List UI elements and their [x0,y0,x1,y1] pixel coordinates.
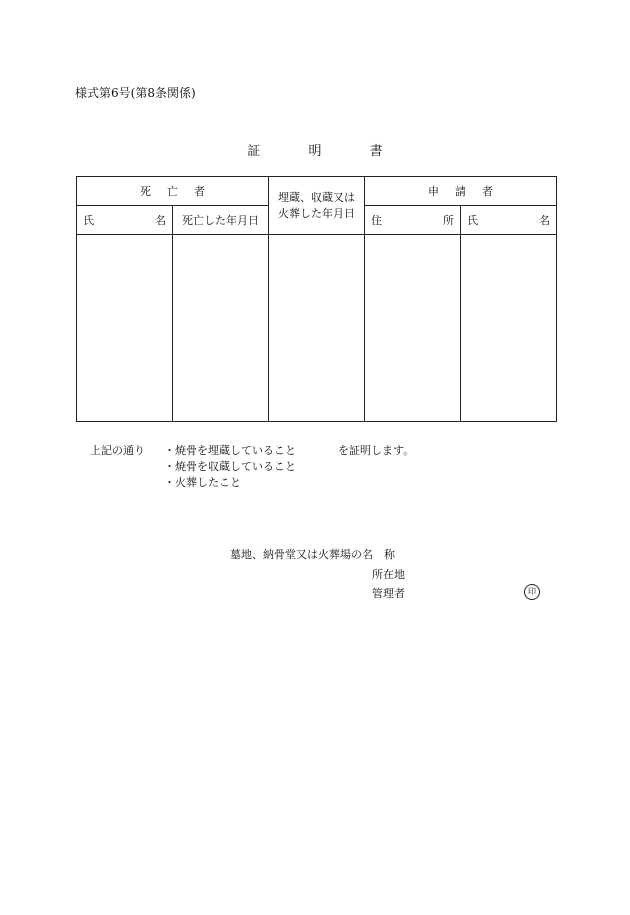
title-char: 明 [308,144,322,159]
location-label: 所在地 [372,568,405,581]
applicant-address-cell[interactable] [365,235,461,422]
manager-label: 管理者 [372,587,405,600]
facility-name-label: 墓地、納骨堂又は火葬場の名 称 [230,548,395,561]
applicant-address-header: 住 所 [365,206,461,235]
document-title [0,140,630,159]
deceased-group-header: 死 亡 者 [77,177,269,206]
title-char: 書 [369,144,383,159]
certification-tail: を証明します。 [338,444,415,457]
option-stored: ・焼骨を収蔵していること [164,460,296,473]
death-date-cell[interactable] [173,235,269,422]
burial-date-cell[interactable] [269,235,365,422]
applicant-group-header: 申 請 者 [365,177,557,206]
option-buried: ・焼骨を埋蔵していること [164,444,296,457]
death-date-header: 死亡した年月日 [173,206,269,235]
burial-date-header: 埋蔵、収蔵又は 火葬した年月日 [269,177,365,235]
deceased-name-cell[interactable] [77,235,173,422]
certificate-table [76,176,557,422]
applicant-name-cell[interactable] [461,235,557,422]
form-number-label: 様式第6号(第8条関係) [75,86,196,100]
seal-stamp: 印 [524,584,540,600]
deceased-name-header: 氏 名 [77,206,173,235]
title-char: 証 [247,144,261,159]
option-cremated: ・火葬したこと [164,476,241,489]
applicant-name-header: 氏 名 [461,206,557,235]
certification-lead: 上記の通り [90,444,145,457]
